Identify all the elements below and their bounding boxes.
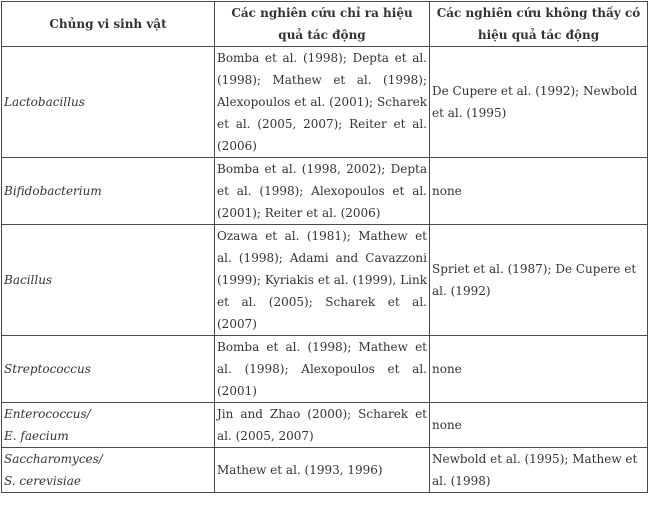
organism-cell bbox=[2, 448, 215, 493]
positive-studies-cell: Ozawa et al. (1981); Mathew et al. (1998); Adami and Cavazzoni (1999); Kyriakis et al. (1999), Link et al. (2005); Scharek et al. (2007) bbox=[215, 225, 430, 336]
table-row-bacillus bbox=[2, 225, 648, 336]
negative-studies-cell: none bbox=[430, 158, 648, 225]
table-row-lactobacillus bbox=[2, 47, 648, 158]
negative-studies-cell: Spriet et al. (1987); De Cupere et al. (1992) bbox=[430, 225, 648, 336]
organism-cell bbox=[2, 47, 215, 158]
negative-studies-cell: Newbold et al. (1995); Mathew et al. (1998) bbox=[430, 448, 648, 493]
organism-name: Enterococcus/ bbox=[4, 407, 91, 421]
organism-name: Saccharomyces/ bbox=[4, 452, 103, 466]
table-row-bifidobacterium bbox=[2, 158, 648, 225]
organism-species: E. faecium bbox=[4, 429, 69, 443]
positive-studies-cell: Mathew et al. (1993, 1996) bbox=[215, 448, 430, 493]
probiotic-studies-table bbox=[1, 1, 648, 493]
positive-studies-cell: Bomba et al. (1998); Mathew et al. (1998); Alexopoulos et al. (2001) bbox=[215, 336, 430, 403]
negative-studies-cell: De Cupere et al. (1992); Newbold et al. (1995) bbox=[430, 47, 648, 158]
negative-studies-cell: none bbox=[430, 403, 648, 448]
organism-name: Bifidobacterium bbox=[4, 184, 102, 198]
organism-name: Bacillus bbox=[4, 273, 53, 287]
positive-studies-cell: Bomba et al. (1998, 2002); Depta et al. (1998); Alexopoulos et al. (2001); Reiter et al. (2006) bbox=[215, 158, 430, 225]
organism-name: Streptococcus bbox=[4, 362, 91, 376]
organism-cell bbox=[2, 158, 215, 225]
organism-cell bbox=[2, 403, 215, 448]
organism-cell bbox=[2, 336, 215, 403]
header-row bbox=[2, 2, 648, 47]
negative-studies-cell: none bbox=[430, 336, 648, 403]
table-row-streptococcus bbox=[2, 336, 648, 403]
organism-species: S. cerevisiae bbox=[4, 474, 81, 488]
table-row-enterococcus bbox=[2, 403, 648, 448]
header-negative-studies: Các nghiên cứu không thấy có hiệu quả tác động bbox=[430, 2, 648, 47]
table-row-saccharomyces bbox=[2, 448, 648, 493]
header-positive-studies: Các nghiên cứu chỉ ra hiệu quả tác động bbox=[215, 2, 430, 47]
organism-cell bbox=[2, 225, 215, 336]
header-organism: Chủng vi sinh vật bbox=[2, 2, 215, 47]
positive-studies-cell: Jin and Zhao (2000); Scharek et al. (2005, 2007) bbox=[215, 403, 430, 448]
organism-name: Lactobacillus bbox=[4, 95, 85, 109]
positive-studies-cell: Bomba et al. (1998); Depta et al. (1998); Mathew et al. (1998); Alexopoulos et al. (2001); Scharek et al. (2005, 2007); Reiter et al. (2006) bbox=[215, 47, 430, 158]
